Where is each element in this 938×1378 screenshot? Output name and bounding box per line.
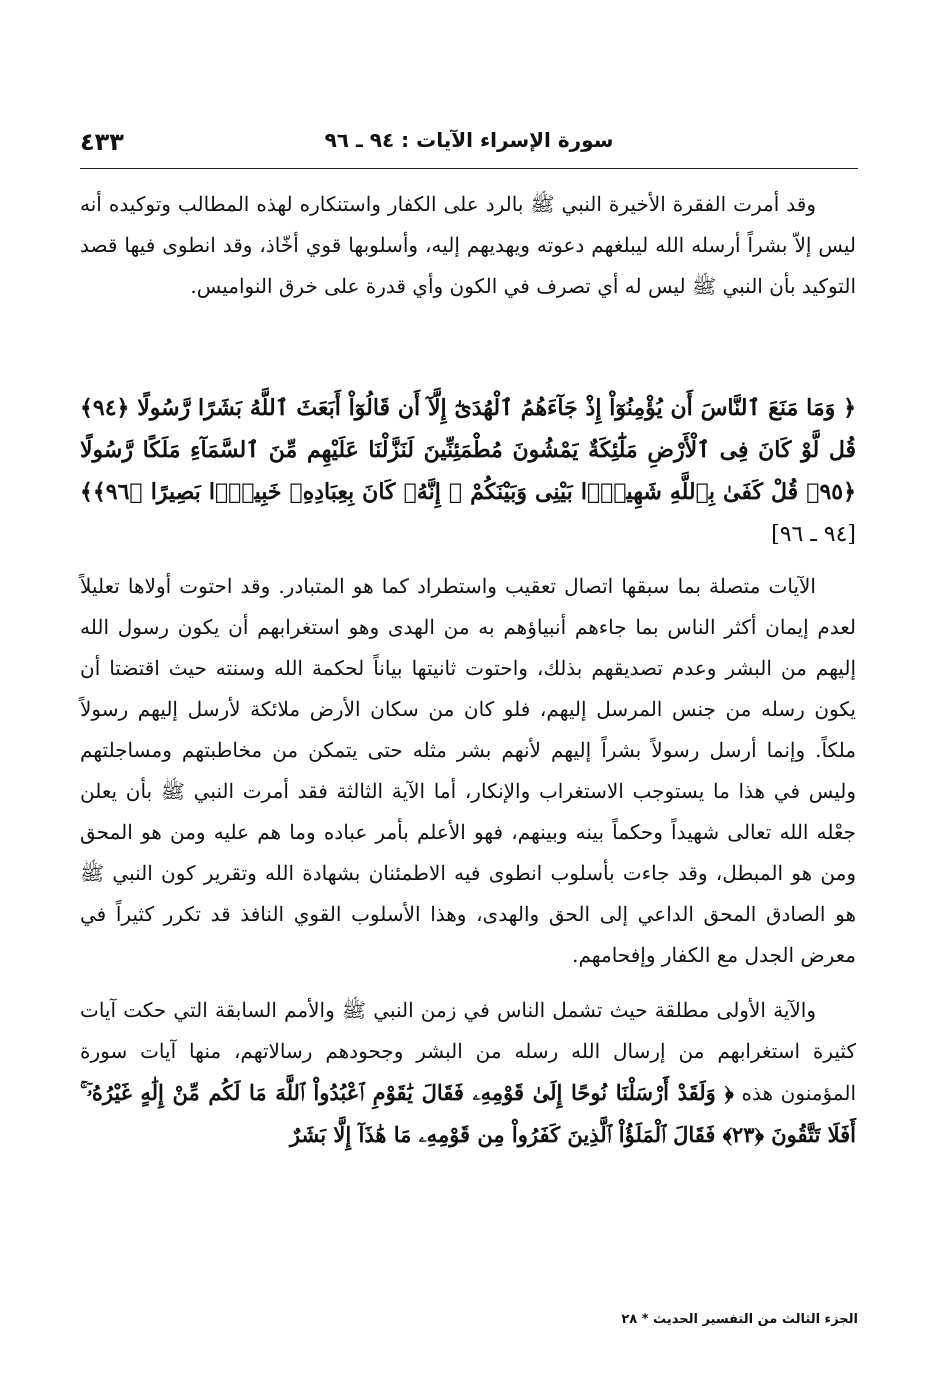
running-title: سورة الإسراء الآيات : ٩٤ ـ ٩٦ [324, 128, 614, 152]
quran-verses-block [80, 387, 856, 556]
page-number: ٤٣٣ [80, 128, 124, 156]
page-body [80, 184, 856, 1156]
inline-quran-quote: ﴿ وَلَقَدْ أَرْسَلْنَا نُوحًا إِلَىٰ قَوْمِهِۦ فَقَالَ يَٰقَوْمِ ٱعْبُدُواْ ٱللَّهَ مَا لَكُم مِّنْ إِلَٰهٍ غَيْرُهُۥٓ ۚ أَفَلَا تَتَّقُونَ ﴿٢٣﴾ فَقَالَ ٱلْمَلَؤُاْ ٱلَّذِينَ كَفَرُواْ مِن قَوْمِهِۦ مَا هَٰذَآ إِلَّا بَشَرٌ [80, 1080, 856, 1147]
page-footer: الجزء الثالث من التفسير الحديث * ٢٨ [621, 1312, 858, 1327]
final-paragraph-text: والآية الأولى مطلقة حيث تشمل الناس في زمن النبي ﷺ والأمم السابقة التي حكت آيات كثيرة استغرابهم من إرسال الله رسله من البشر وجحودهم رسالاتهم، منها آيات سورة المؤمنون هذه [80, 998, 856, 1105]
verse-reference: [٩٤ ـ ٩٦] [771, 522, 856, 547]
commentary-paragraph: الآيات متصلة بما سبقها اتصال تعقيب واستطراد كما هو المتبادر. وقد احتوت أولاها تعليلاً لعدم إيمان أكثر الناس بما جاءهم أنبياؤهم به من الهدى وهو استغرابهم أن يكون رسول الله إليهم من البشر وعدم تصديقهم بذلك، واحتوت ثانيتها بياناً لحكمة الله وسنته حيث اقتضتا أن يكون رسله من جنس المرسل إليهم، فلو كان من سكان الأرض ملائكة لأرسل إليهم رسولاً ملكاً. وإنما أرسل رسولاً بشراً إليهم لأنهم بشر مثله حتى يتمكن من مخاطبتهم ومساجلتهم وليس في هذا ما يستوجب الاستغراب والإنكار، أما الآية الثالثة فقد أمرت النبي ﷺ بأن يعلن جعْله الله تعالى شهيداً وحكماً بينه وبينهم، فهو الأعلم بأمر عباده وما هم عليه ومن هو المحق ومن هو المبطل، وقد جاءت بأسلوب انطوى فيه الاطمئنان بشهادة الله وتقرير كون النبي ﷺ هو الصادق المحق الداعي إلى الحق والهدى، وهذا الأسلوب القوي النافذ قد تكرر كثيراً في معرض الجدل مع الكفار وإفحامهم. [80, 574, 857, 967]
final-paragraph [80, 990, 856, 1156]
intro-paragraph: وقد أمرت الفقرة الأخيرة النبي ﷺ بالرد على الكفار واستنكاره لهذه المطالب وتوكيده أنه ليس إلاّ بشراً أرسله الله ليبلغهم دعوته ويهديهم إليه، وأسلوبها قوي أخّاذ، وقد انطوى فيها قصد التوكيد بأن النبي ﷺ ليس له أي تصرف في الكون وأي قدرة على خرق النواميس. [80, 192, 856, 298]
page-header [80, 128, 858, 169]
quran-verses-text: ﴿ وَمَا مَنَعَ ٱلنَّاسَ أَن يُؤْمِنُوٓاْ إِذْ جَآءَهُمُ ٱلْهُدَىٰٓ إِلَّآ أَن قَالُوٓاْ أَبَعَثَ ٱللَّهُ بَشَرًا رَّسُولًا ﴿٩٤﴾ قُل لَّوْ كَانَ فِى ٱلْأَرْضِ مَلَٰٓئِكَةٌ يَمْشُونَ مُطْمَئِنِّينَ لَنَزَّلْنَا عَلَيْهِم مِّنَ ٱلسَّمَآءِ مَلَكًا رَّسُولًا ﴿٩٥﴾ قُلْ كَفَىٰ بِٱللَّهِ شَهِيدًۢا بَيْنِى وَبَيْنَكُمْ ۚ إِنَّهُۥ كَانَ بِعِبَادِهِۦ خَبِيرًۢا بَصِيرًا ﴿٩٦﴾﴾ [80, 395, 856, 505]
